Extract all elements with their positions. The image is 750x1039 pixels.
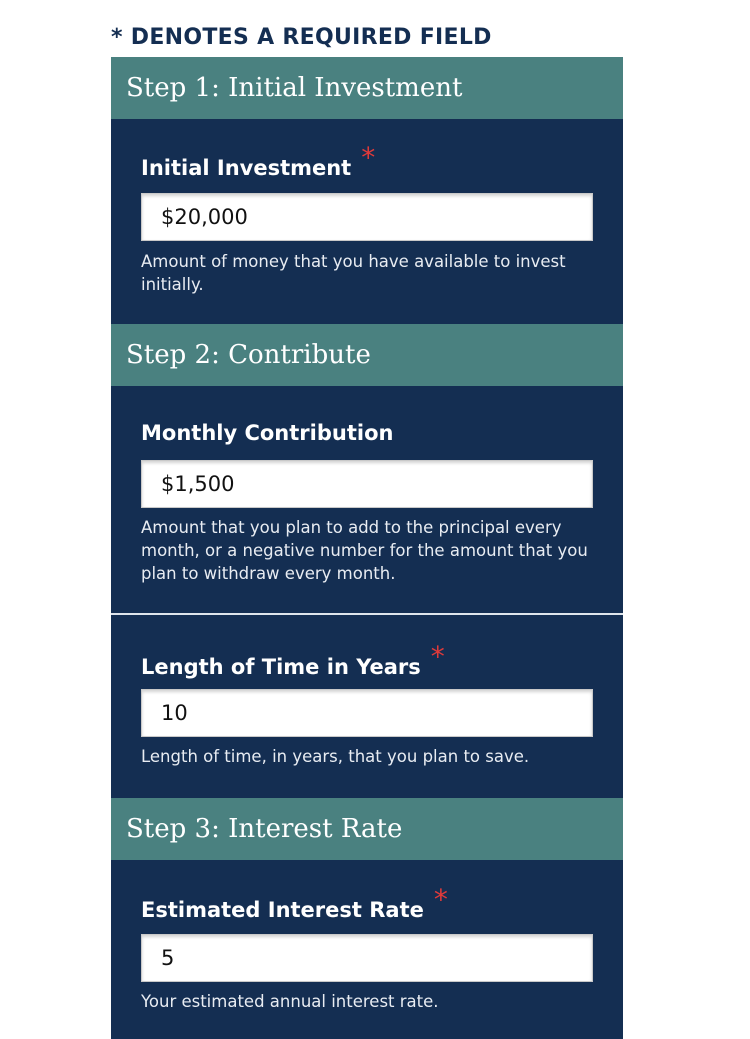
required-star-icon: * [433, 883, 448, 916]
step-1-header [111, 57, 623, 119]
step-3-title: Step 3: Interest Rate [126, 814, 403, 844]
length-of-time-help: Length of time, in years, that you plan to save. [141, 747, 530, 766]
step-3-section [111, 860, 623, 1039]
interest-rate-label [141, 883, 448, 924]
required-star-icon: * [430, 640, 445, 673]
initial-investment-label [141, 141, 376, 182]
required-field-note: * DENOTES A REQUIRED FIELD [111, 25, 492, 50]
section-divider [111, 613, 623, 615]
monthly-contribution-label-text: Monthly Contribution [141, 421, 394, 445]
step-2-section [111, 386, 623, 798]
monthly-contribution-help: Amount that you plan to add to the principal every month, or a negative number for the amount that you plan to withdraw every month. [141, 518, 588, 583]
step-2-header [111, 324, 623, 386]
interest-rate-input[interactable] [141, 934, 593, 982]
initial-investment-help: Amount of money that you have available to invest initially. [141, 252, 566, 294]
length-of-time-label-text: Length of Time in Years [141, 655, 421, 679]
interest-rate-label-text: Estimated Interest Rate [141, 898, 424, 922]
length-of-time-label [141, 640, 445, 681]
monthly-contribution-input[interactable] [141, 460, 593, 508]
initial-investment-input[interactable] [141, 193, 593, 241]
step-1-title: Step 1: Initial Investment [126, 73, 463, 103]
interest-rate-help: Your estimated annual interest rate. [141, 992, 439, 1011]
length-of-time-input[interactable] [141, 689, 593, 737]
step-3-header [111, 798, 623, 860]
required-star-icon: * [361, 141, 376, 174]
initial-investment-label-text: Initial Investment [141, 156, 352, 180]
step-2-title: Step 2: Contribute [126, 340, 371, 370]
step-1-section [111, 119, 623, 324]
monthly-contribution-label [141, 421, 393, 445]
